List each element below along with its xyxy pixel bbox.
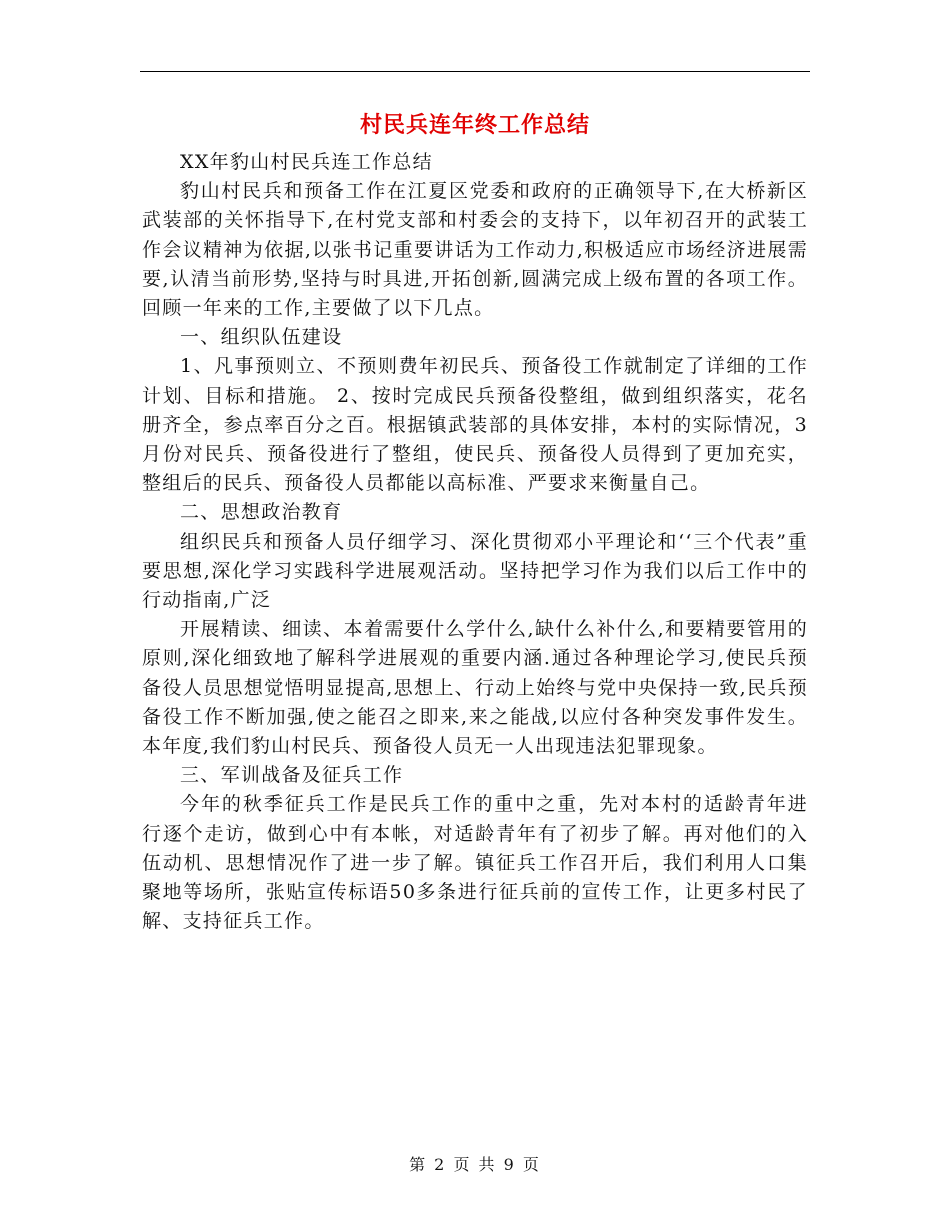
paragraph-intro: 豹山村民兵和预备工作在江夏区党委和政府的正确领导下,在大桥新区武装部的关怀指导下,在村党支部和村委会的支持下，以年初召开的武装工作会议精神为依据,以张书记重要讲话为工作动力,积极适应市场经济进展需要,认清当前形势,坚持与时具进,开拓创新,圆满完成上级布置的各项工作。回顾一年来的工作,主要做了以下几点。: [142, 180, 808, 320]
paragraph-education-1: 组织民兵和预备人员仔细学习、深化贯彻邓小平理论和‘‘三个代表”重要思想,深化学习实践科学进展观活动。坚持把学习作为我们以后工作中的行动指南,广泛: [142, 530, 808, 612]
paragraph-subtitle: XX年豹山村民兵连工作总结: [180, 151, 433, 173]
section-heading-education: 二、思想政治教育: [180, 501, 343, 524]
header-rule: [140, 71, 810, 72]
page-indicator: 第 2 页 共 9 页: [409, 1155, 541, 1174]
document-title: 村民兵连年终工作总结: [359, 112, 590, 138]
document-body: [142, 148, 808, 936]
paragraph-education-2: 开展精读、细读、本着需要什么学什么,缺什么补什么,和要精要管用的原则,深化细致地了解科学进展观的重要内涵.通过各种理论学习,使民兵预备役人员思想觉悟明显提高,思想上、行动上始终与党中央保持一致,民兵预备役工作不断加强,使之能召之即来,来之能战,以应付各种突发事件发生。本年度,我们豹山村民兵、预备役人员无一人出现违法犯罪现象。: [142, 618, 808, 758]
section-heading-training: 三、军训战备及征兵工作: [180, 764, 404, 787]
paragraph-training: 今年的秋季征兵工作是民兵工作的重中之重，先对本村的适龄青年进行逐个走访，做到心中有本帐，对适龄青年有了初步了解。再对他们的入伍动机、思想情况作了进一步了解。镇征兵工作召开后，我们利用人口集聚地等场所，张贴宣传标语50多条进行征兵前的宣传工作，让更多村民了解、支持征兵工作。: [142, 793, 808, 933]
section-heading-organization: 一、组织队伍建设: [180, 326, 343, 349]
paragraph-organization: 1、凡事预则立、不预则费年初民兵、预备役工作就制定了详细的工作计划、目标和措施。 2、按时完成民兵预备役整组，做到组织落实，花名册齐全，参点率百分之百。根据镇武装部的具体安排，本村的实际情况，3月份对民兵、预备役进行了整组，使民兵、预备役人员得到了更加充实，整组后的民兵、预备役人员都能以高标准、严要求来衡量自己。: [142, 355, 808, 495]
